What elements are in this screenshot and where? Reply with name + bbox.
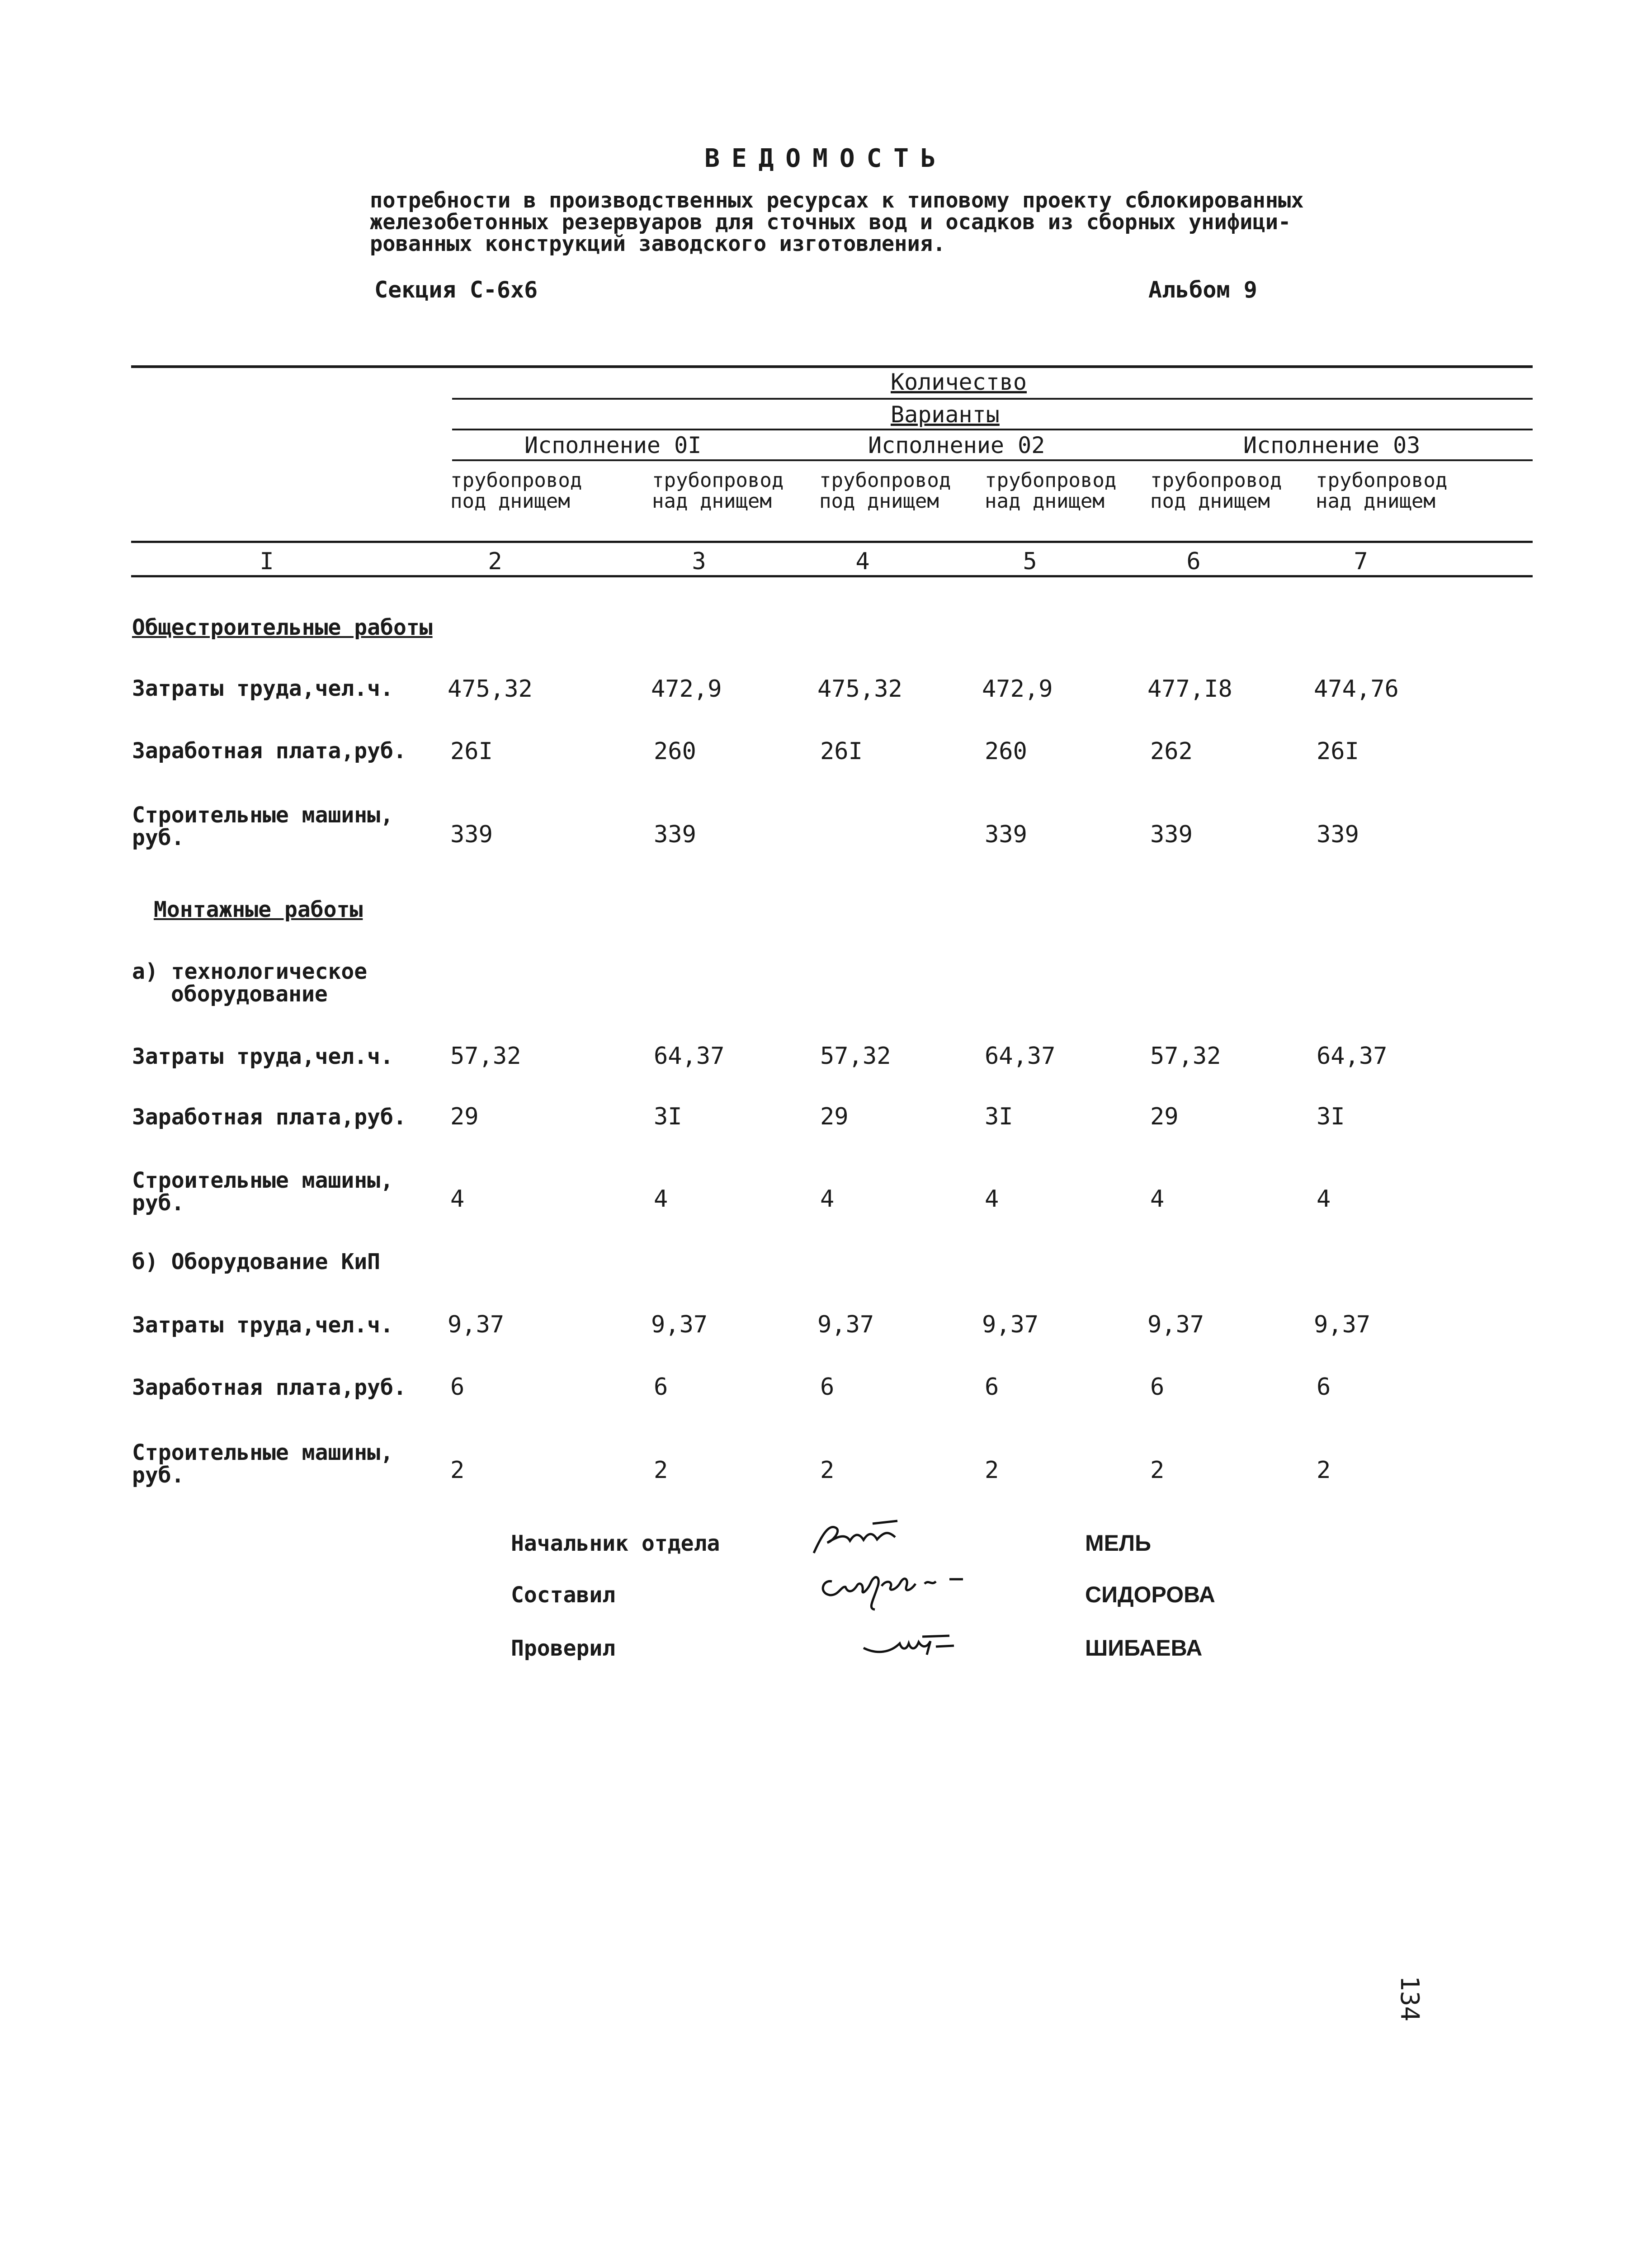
table-cell: 26I — [820, 738, 863, 765]
table-cell: 2 — [1317, 1457, 1331, 1484]
table-cell: 6 — [654, 1374, 668, 1401]
table-cell: 4 — [450, 1185, 465, 1213]
table-cell: 475,32 — [817, 675, 902, 703]
document-subtitle — [370, 190, 1319, 255]
table-cell: 9,37 — [651, 1311, 708, 1338]
handwritten-signature-1 — [805, 1515, 922, 1564]
table-cell: 4 — [654, 1185, 668, 1213]
table-cell: 9,37 — [1147, 1311, 1204, 1338]
table-cell: 3I — [1317, 1103, 1345, 1130]
column-number: 2 — [488, 548, 502, 575]
table-cell: 9,37 — [448, 1311, 505, 1338]
signature-role: Начальник отдела — [511, 1531, 720, 1556]
column-header-pipe: трубопровод над днищем — [985, 469, 1117, 513]
column-header-pipe: трубопровод над днищем — [652, 469, 784, 513]
row-label: Затраты труда,чел.ч. — [132, 1044, 393, 1069]
row-label: Строительные машины, руб. — [132, 1168, 393, 1216]
table-cell: 29 — [450, 1103, 479, 1130]
table-cell: 29 — [1150, 1103, 1179, 1130]
table-cell: 57,32 — [820, 1043, 891, 1070]
table-cell: 339 — [450, 821, 493, 848]
table-cell: 339 — [654, 821, 696, 848]
column-header-pipe: трубопровод под днищем — [819, 469, 951, 513]
table-cell: 26I — [1317, 738, 1359, 765]
table-cell: 2 — [1150, 1457, 1165, 1484]
column-header-pipe: трубопровод под днищем — [450, 469, 582, 513]
album-label: Альбом 9 — [1148, 277, 1257, 303]
table-cell: 6 — [820, 1374, 835, 1401]
table-cell: 260 — [985, 738, 1027, 765]
table-cell: 339 — [1150, 821, 1193, 848]
table-cell: 6 — [450, 1374, 465, 1401]
table-cell: 64,37 — [985, 1043, 1056, 1070]
row-label: Строительные машины, руб. — [132, 1440, 393, 1488]
column-number: 3 — [692, 548, 706, 575]
table-cell: 4 — [1317, 1185, 1331, 1213]
table-cell: 6 — [1150, 1374, 1165, 1401]
table-cell: 4 — [985, 1185, 999, 1213]
section-assembly-works: Монтажные работы — [154, 897, 363, 922]
table-cell: 9,37 — [1314, 1311, 1371, 1338]
table-cell: 57,32 — [1150, 1043, 1221, 1070]
table-cell: 29 — [820, 1103, 849, 1130]
row-label: Затраты труда,чел.ч. — [132, 676, 393, 701]
table-top-rule — [131, 365, 1533, 368]
table-cell: 472,9 — [651, 675, 722, 703]
table-cell: 475,32 — [448, 675, 533, 703]
table-cell: 2 — [985, 1457, 999, 1484]
subsection-technological-equipment: а) технологическое оборудование — [132, 959, 368, 1007]
table-cell: 64,37 — [1317, 1043, 1388, 1070]
execution-03: Исполнение 03 — [1243, 432, 1421, 458]
handwritten-signature-2 — [814, 1559, 995, 1618]
subtitle-line: рованных конструкций заводского изготовления. — [370, 231, 946, 256]
table-cell: 2 — [450, 1457, 465, 1484]
header-rule — [452, 398, 1533, 400]
row-label: Заработная плата,руб. — [132, 1375, 406, 1400]
table-cell: 3I — [654, 1103, 682, 1130]
handwritten-signature-3 — [859, 1623, 977, 1664]
table-cell: 4 — [820, 1185, 835, 1213]
table-cell: 4 — [1150, 1185, 1165, 1213]
row-label: Строительные машины, руб. — [132, 802, 393, 850]
table-cell: 262 — [1150, 738, 1193, 765]
header-rule — [452, 429, 1533, 430]
table-cell: 3I — [985, 1103, 1013, 1130]
signature-role: Проверил — [511, 1636, 616, 1661]
column-number: I — [260, 548, 274, 575]
table-cell: 57,32 — [450, 1043, 521, 1070]
table-cell: 9,37 — [982, 1311, 1039, 1338]
table-cell: 260 — [654, 738, 696, 765]
column-number: 4 — [855, 548, 870, 575]
table-cell: 474,76 — [1314, 675, 1399, 703]
table-cell: 26I — [450, 738, 493, 765]
header-quantity: Количество — [891, 369, 1027, 395]
header-rule — [452, 459, 1533, 461]
subsection-instrumentation-equipment: б) Оборудование КиП — [132, 1249, 381, 1275]
section-general-works: Общестроительные работы — [132, 615, 433, 640]
table-cell: 477,I8 — [1147, 675, 1232, 703]
column-number: 5 — [1023, 548, 1037, 575]
table-cell: 2 — [820, 1457, 835, 1484]
page-number: 134 — [1395, 1976, 1424, 2022]
row-label: Затраты труда,чел.ч. — [132, 1312, 393, 1338]
table-cell: 2 — [654, 1457, 668, 1484]
column-numbers-bottom-rule — [131, 575, 1533, 577]
table-cell: 9,37 — [817, 1311, 874, 1338]
column-header-pipe: трубопровод над днищем — [1316, 469, 1448, 513]
execution-01: Исполнение 0I — [524, 432, 702, 458]
header-variants: Варианты — [891, 401, 1000, 428]
table-cell: 64,37 — [654, 1043, 725, 1070]
signature-name: МЕЛЬ — [1085, 1530, 1152, 1556]
column-number: 7 — [1354, 548, 1368, 575]
signature-role: Составил — [511, 1582, 616, 1608]
subtitle-line: потребности в производственных ресурсах к типовому проекту сблокированных — [370, 188, 1304, 213]
table-cell: 472,9 — [982, 675, 1053, 703]
table-cell: 6 — [985, 1374, 999, 1401]
row-label: Заработная плата,руб. — [132, 1105, 406, 1130]
document-title: ВЕДОМОСТЬ — [704, 144, 948, 173]
table-cell: 6 — [1317, 1374, 1331, 1401]
section-label: Секция С-6х6 — [374, 277, 538, 303]
column-numbers-top-rule — [131, 541, 1533, 543]
signature-name: ШИБАЕВА — [1085, 1635, 1203, 1661]
execution-02: Исполнение 02 — [868, 432, 1045, 458]
signature-name: СИДОРОВА — [1085, 1582, 1215, 1607]
row-label: Заработная плата,руб. — [132, 738, 406, 764]
table-cell: 339 — [985, 821, 1027, 848]
column-number: 6 — [1186, 548, 1201, 575]
subtitle-line: железобетонных резервуаров для сточных вод и осадков из сборных унифици- — [370, 210, 1291, 235]
column-header-pipe: трубопровод под днищем — [1150, 469, 1282, 513]
table-cell: 339 — [1317, 821, 1359, 848]
